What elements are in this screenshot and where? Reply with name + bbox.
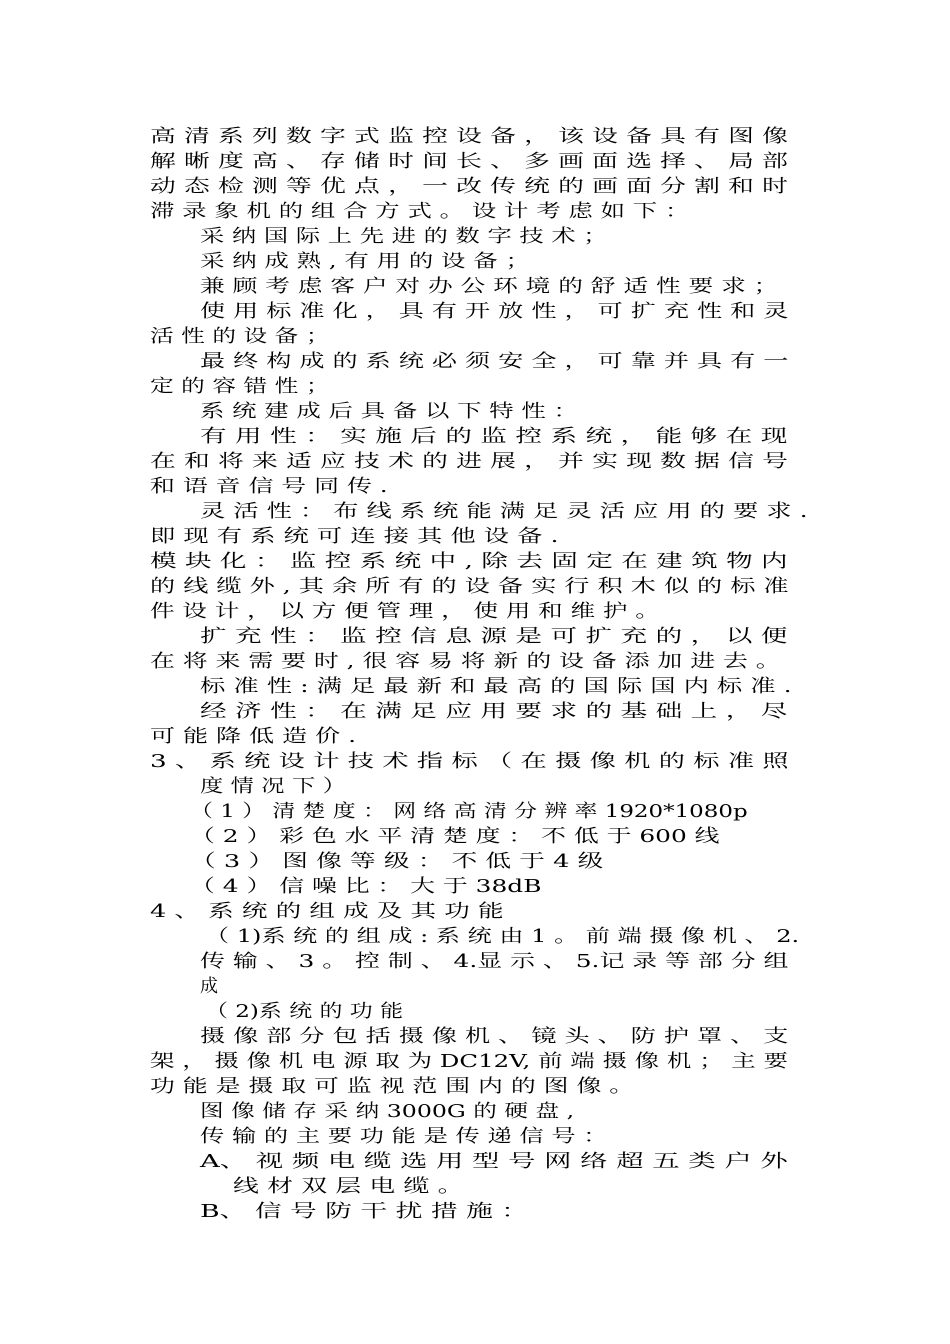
text-line: 动 态 检 测 等 优 点 ， 一 改 传 统 的 画 面 分 割 和 时 xyxy=(150,176,788,197)
text-line: 成 xyxy=(200,976,218,997)
text-line: 活 性 的 设 备 ； xyxy=(150,326,330,347)
text-line: 传 输 的 主 要 功 能 是 传 递 信 号 ： xyxy=(200,1126,608,1147)
text-line: B、 信 号 防 干 扰 措 施 ： xyxy=(200,1201,529,1222)
text-line: 度 情 况 下 ） xyxy=(200,776,346,797)
text-line: 传 输 、 3 。 控 制 、 4.显 示 、 5.记 录 等 部 分 组 xyxy=(200,951,789,972)
text-line: 4 、 系 统 的 组 成 及 其 功 能 xyxy=(150,901,504,922)
text-line: 架 ， 摄 像 机 电 源 取 为 DC12V, 前 端 摄 像 机 ； 主 要 xyxy=(150,1051,788,1072)
text-line: 采 纳 国 际 上 先 进 的 数 字 技 术 ； xyxy=(200,226,608,247)
text-line: 线 材 双 层 电 缆 。 xyxy=(233,1176,464,1197)
text-line: 滞 录 象 机 的 组 合 方 式 。 设 计 考 虑 如 下 ： xyxy=(150,201,690,222)
text-line: （ 4 ） 信 噪 比 ： 大 于 38dB xyxy=(190,876,542,897)
text-line: 和 语 音 信 号 同 传 . xyxy=(150,476,388,497)
text-line: 3 、 系 统 设 计 技 术 指 标 （ 在 摄 像 机 的 标 准 照 xyxy=(150,751,789,772)
text-line: 可 能 降 低 造 价 . xyxy=(150,726,357,747)
text-line: （ 2 ） 彩 色 水 平 清 楚 度 ： 不 低 于 600 线 xyxy=(190,826,720,847)
text-line: 采 纳 成 熟 , 有 用 的 设 备 ； xyxy=(200,251,530,272)
text-line: 灵 活 性 ： 布 线 系 统 能 满 足 灵 活 应 用 的 要 求 . xyxy=(200,501,808,522)
text-line: 扩 充 性 ： 监 控 信 息 源 是 可 扩 充 的 ， 以 便 xyxy=(200,626,788,647)
text-line: 在 将 来 需 要 时 , 很 容 易 将 新 的 设 备 添 加 进 去 。 xyxy=(150,651,781,672)
text-line: 图 像 储 存 采 纳 3000G 的 硬 盘 , xyxy=(200,1101,575,1122)
text-line: 在 和 将 来 适 应 技 术 的 进 展 ， 并 实 现 数 据 信 号 xyxy=(150,451,788,472)
text-line: 系 统 建 成 后 具 备 以 下 特 性 ： xyxy=(200,401,578,422)
text-line: 经 济 性 ： 在 满 足 应 用 要 求 的 基 础 上 ， 尽 xyxy=(200,701,788,722)
text-line: （ 1)系 统 的 组 成 : 系 统 由 1 。 前 端 摄 像 机 、 2. xyxy=(205,926,800,947)
text-line: 的 线 缆 外 , 其 余 所 有 的 设 备 实 行 积 木 似 的 标 准 xyxy=(150,576,789,597)
text-line: 功 能 是 摄 取 可 监 视 范 围 内 的 图 像 。 xyxy=(150,1076,635,1097)
text-line: 标 准 性 : 满 足 最 新 和 最 高 的 国 际 国 内 标 准 . xyxy=(200,676,792,697)
text-line: （ 2)系 统 的 功 能 xyxy=(205,1001,404,1022)
text-line: 兼 顾 考 虑 客 户 对 办 公 环 境 的 舒 适 性 要 求 ； xyxy=(200,276,779,297)
text-line: 定 的 容 错 性 ； xyxy=(150,376,330,397)
text-line: 解 晰 度 高 、 存 储 时 间 长 、 多 画 面 选 择 、 局 部 xyxy=(150,151,788,172)
text-line: 有 用 性 ： 实 施 后 的 监 控 系 统 ， 能 够 在 现 xyxy=(200,426,788,447)
text-line: （ 1 ） 清 楚 度 ： 网 络 高 清 分 辨 率 1920*1080p xyxy=(190,801,748,822)
text-line: 最 终 构 成 的 系 统 必 须 安 全 ， 可 靠 并 具 有 一 xyxy=(200,351,789,372)
text-line: 高 清 系 列 数 字 式 监 控 设 备 ， 该 设 备 具 有 图 像 xyxy=(150,126,788,147)
text-line: 使 用 标 准 化 ， 具 有 开 放 性 ， 可 扩 充 性 和 灵 xyxy=(200,301,789,322)
text-line: 摄 像 部 分 包 括 摄 像 机 、 镜 头 、 防 护 罩 、 支 xyxy=(200,1026,789,1047)
text-line: 即 现 有 系 统 可 连 接 其 他 设 备 . xyxy=(150,526,559,547)
text-line: 件 设 计 ， 以 方 便 管 理 ， 使 用 和 维 护 。 xyxy=(150,601,660,622)
text-line: A、 视 频 电 缆 选 用 型 号 网 络 超 五 类 户 外 xyxy=(200,1151,788,1172)
text-line: 模 块 化 ： 监 控 系 统 中 , 除 去 固 定 在 建 筑 物 内 xyxy=(150,551,788,572)
text-line: （ 3 ） 图 像 等 级 ： 不 低 于 4 级 xyxy=(190,851,604,872)
